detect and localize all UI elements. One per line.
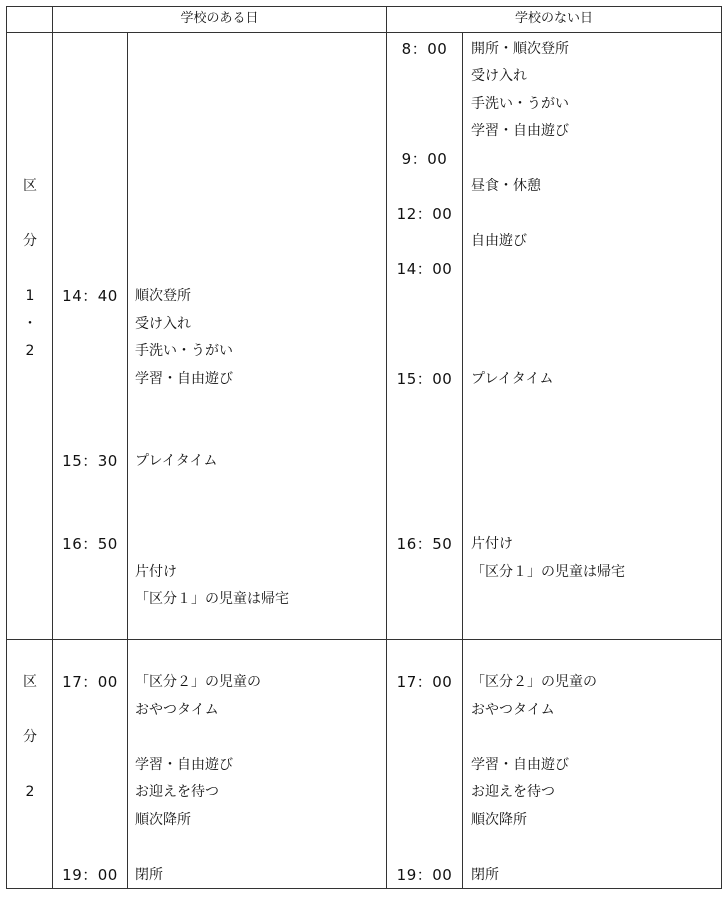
- header-no-school-day: 学校のない日: [514, 11, 593, 26]
- schedule-activity: 閉所: [135, 867, 163, 883]
- schedule-activity: 開所・順次登所: [471, 41, 569, 57]
- header-divider: [6, 32, 722, 33]
- schedule-time: 16：50: [396, 535, 453, 553]
- schedule-activity: 手洗い・うがい: [135, 343, 233, 359]
- section-divider: [6, 639, 722, 640]
- schedule-activity: 順次登所: [135, 288, 191, 304]
- category-column-divider: [52, 6, 53, 889]
- schedule-activity: 受け入れ: [135, 316, 191, 332]
- schedule-activity: プレイタイム: [471, 371, 554, 387]
- header-school-day: 学校のある日: [180, 11, 259, 26]
- schedule-activity: プレイタイム: [135, 453, 218, 469]
- section2-label-char: 区: [23, 674, 37, 690]
- schedule-activity: 「区分１」の児童は帰宅: [471, 564, 625, 580]
- schedule-time: 19：00: [396, 866, 453, 884]
- schedule-time: 9：00: [401, 150, 448, 168]
- schedule-activity: 順次降所: [471, 812, 527, 828]
- schedule-activity: 学習・自由遊び: [471, 123, 569, 139]
- schedule-activity: 順次降所: [135, 812, 191, 828]
- schedule-activity: 昼食・休憩: [471, 178, 541, 194]
- schedule-time: 16：50: [62, 535, 118, 553]
- schedule-activity: 学習・自由遊び: [135, 371, 233, 387]
- schedule-activity: 「区分１」の児童は帰宅: [135, 591, 289, 607]
- schedule-time: 14：00: [396, 260, 453, 278]
- day-type-divider: [386, 6, 387, 889]
- school-day-time-divider: [127, 32, 128, 889]
- schedule-activity: 学習・自由遊び: [471, 757, 569, 773]
- section1-label-char: ・: [23, 316, 37, 332]
- section1-label-char: 分: [23, 233, 37, 249]
- section1-label-char: 2: [25, 343, 35, 359]
- schedule-activity: 「区分２」の児童の: [471, 674, 597, 690]
- schedule-activity: 閉所: [471, 867, 499, 883]
- table-border-top: [6, 6, 722, 7]
- table-border-right: [721, 6, 722, 889]
- schedule-activity: 片付け: [135, 564, 177, 580]
- schedule-activity: 片付け: [471, 536, 513, 552]
- schedule-time: 15：30: [62, 452, 118, 470]
- schedule-activity: 学習・自由遊び: [135, 757, 233, 773]
- schedule-activity: おやつタイム: [471, 702, 555, 718]
- no-school-day-time-divider: [462, 32, 463, 889]
- schedule-time: 8：00: [401, 40, 448, 58]
- schedule-activity: お迎えを待つ: [471, 784, 555, 800]
- schedule-activity: おやつタイム: [135, 702, 219, 718]
- schedule-time: 15：00: [396, 370, 453, 388]
- schedule-time: 17：00: [396, 673, 453, 691]
- schedule-time: 12：00: [396, 205, 453, 223]
- schedule-time: 14：40: [62, 287, 118, 305]
- schedule-time: 17：00: [62, 673, 118, 691]
- table-border-bottom: [6, 888, 722, 889]
- section2-label-char: 分: [23, 729, 37, 745]
- schedule-activity: 自由遊び: [471, 233, 527, 249]
- schedule-activity: 受け入れ: [471, 68, 527, 84]
- schedule-time: 19：00: [62, 866, 118, 884]
- section2-label-char: 2: [25, 784, 35, 800]
- schedule-activity: 手洗い・うがい: [471, 96, 569, 112]
- schedule-activity: お迎えを待つ: [135, 784, 219, 800]
- table-border-left: [6, 6, 7, 889]
- section1-label-char: 区: [23, 178, 37, 194]
- section1-label-char: 1: [25, 288, 35, 304]
- schedule-activity: 「区分２」の児童の: [135, 674, 261, 690]
